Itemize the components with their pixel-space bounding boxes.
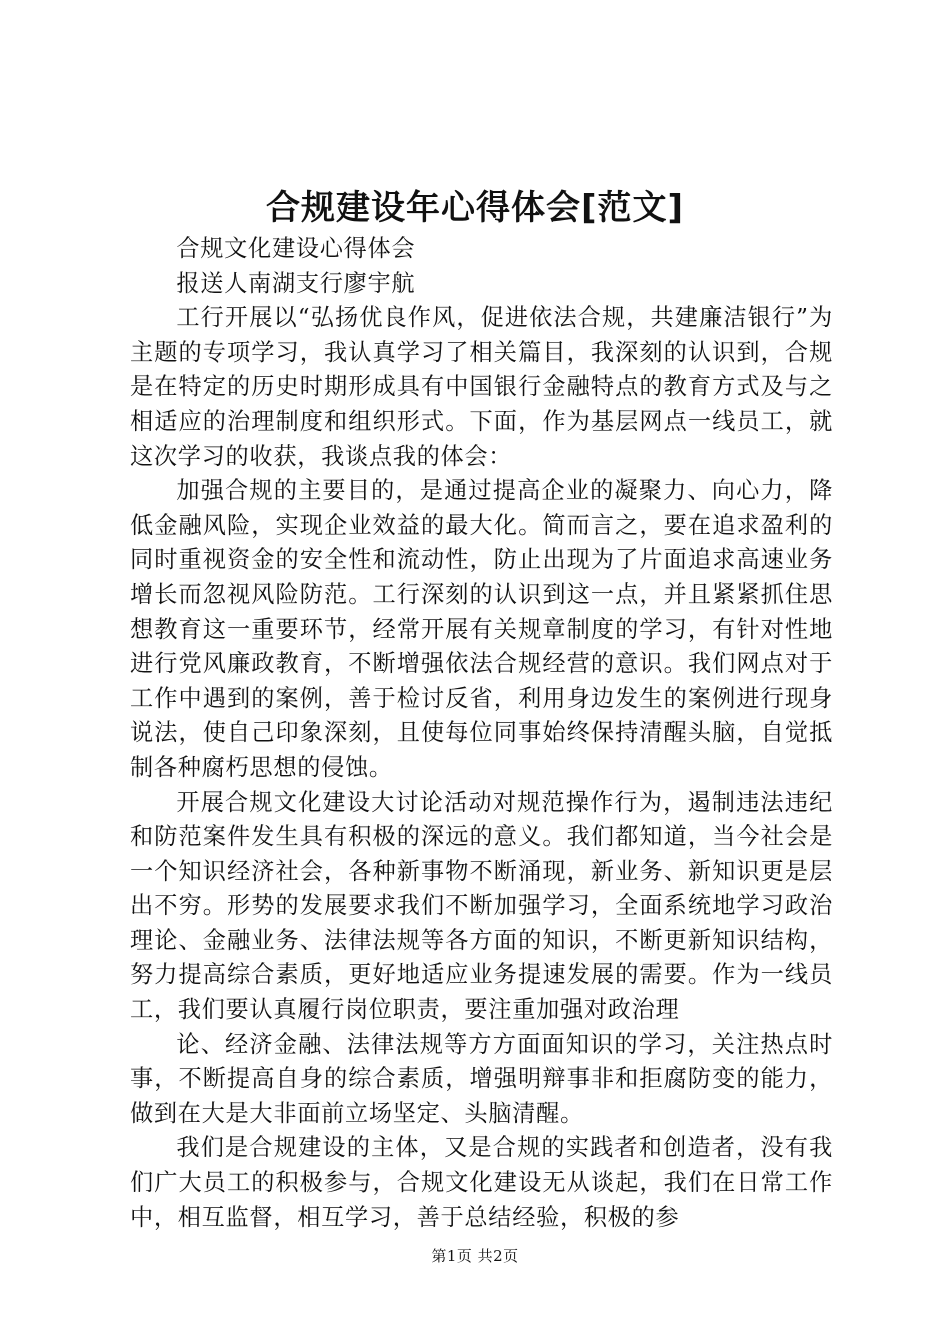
page-number-footer: 第1页 共2页 <box>431 1247 519 1265</box>
paragraph-intro: 工行开展以“弘扬优良作风，促进依法合规，共建廉洁银行”为主题的专项学习，我认真学习了相关篇目，我深刻的认识到，合规是在特定的历史时期形成具有中国银行金融特点的教育方式及与之相适应的治理制度和组织形式。下面，作为基层网点一线员工，就这次学习的收获，我谈点我的体会： <box>130 304 833 470</box>
paragraph-discussion: 开展合规文化建设大讨论活动对规范操作行为，遏制违法违纪和防范案件发生具有积极的深远的意义。我们都知道，当今社会是一个知识经济社会，各种新事物不断涌现，新业务、新知识更是层出不穷。形势的发展要求我们不断加强学习，全面系统地学习政治理论、金融业务、法律法规等各方面的知识，不断更新知识结构，努力提高综合素质，更好地适应业务提速发展的需要。作为一线员工，我们要认真履行岗位职责，要注重加强对政治理 <box>130 788 833 1024</box>
paragraph-subtitle: 合规文化建设心得体会 <box>176 235 416 262</box>
paragraph-continuation: 论、经济金融、法律法规等方方面面知识的学习，关注热点时事，不断提高自身的综合素质，增强明辩事非和拒腐防变的能力，做到在大是大非面前立场坚定、头脑清醒。 <box>130 1030 833 1127</box>
document-body <box>130 232 833 1235</box>
document-title: 合规建设年心得体会[范文] <box>265 188 685 228</box>
paragraph-purpose: 加强合规的主要目的，是通过提高企业的凝聚力、向心力，降低金融风险，实现企业效益的最大化。简而言之，要在追求盈利的同时重视资金的安全性和流动性，防止出现为了片面追求高速业务增长而忽视风险防范。工行深刻的认识到这一点，并且紧紧抓住思想教育这一重要环节，经常开展有关规章制度的学习，有针对性地进行党风廉政教育，不断增强依法合规经营的意识。我们网点对于工作中遇到的案例，善于检讨反省，利用身边发生的案例进行现身说法，使自己印象深刻，且使每位同事始终保持清醒头脑，自觉抵制各种腐朽思想的侵蚀。 <box>130 477 833 781</box>
paragraph-participation: 我们是合规建设的主体，又是合规的实践者和创造者，没有我们广大员工的积极参与，合规文化建设无从谈起，我们在日常工作中，相互监督，相互学习，善于总结经验，积极的参 <box>130 1134 833 1231</box>
paragraph-author: 报送人南湖支行廖宇航 <box>176 269 416 297</box>
